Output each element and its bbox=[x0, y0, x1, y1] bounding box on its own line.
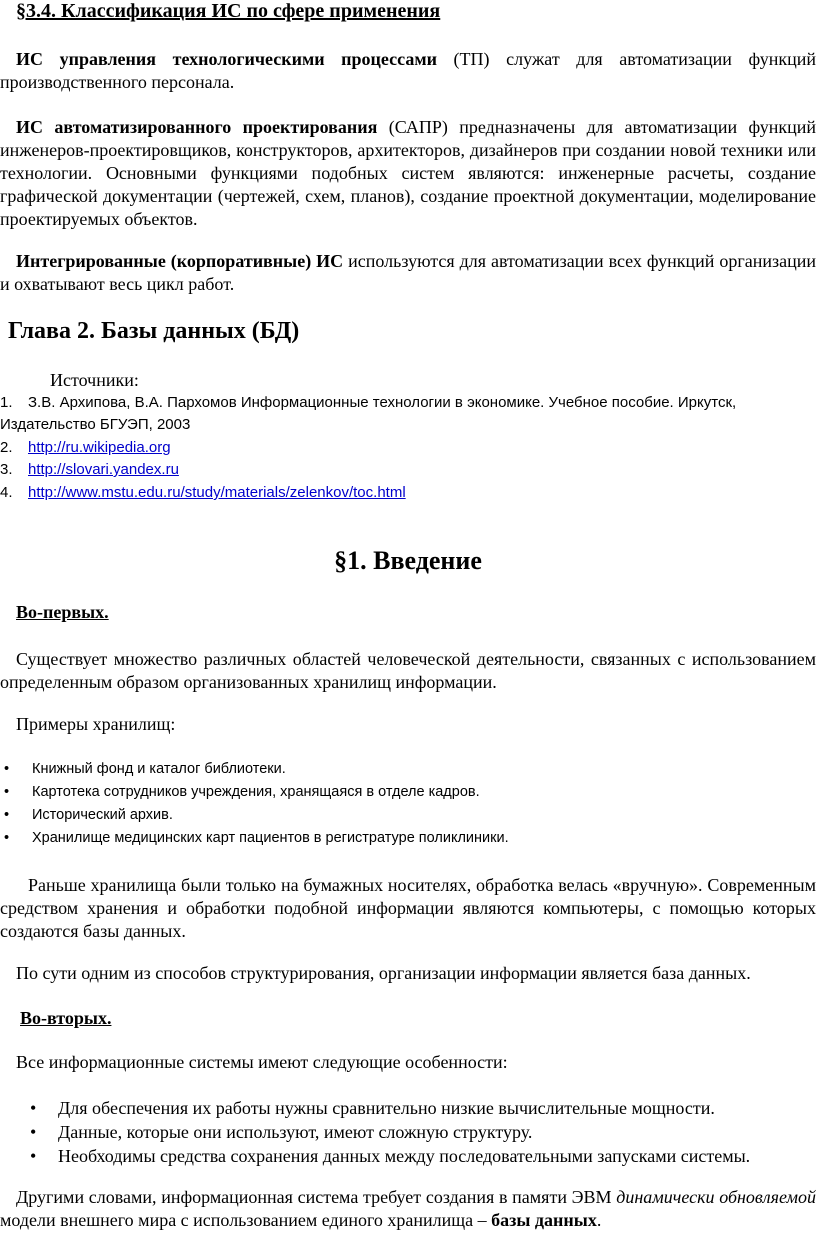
source-item-4 bbox=[0, 482, 406, 504]
source-item-1-cont bbox=[0, 414, 190, 436]
source-number: 3. bbox=[0, 461, 13, 478]
source-text: Издательство БГУЭП, 2003 bbox=[0, 416, 191, 433]
source-number: 4. bbox=[0, 484, 13, 501]
paragraph-integrated bbox=[0, 250, 816, 296]
list-item: • Хранилище медицинских карт пациентов в регистратуре поликлиники. bbox=[0, 827, 509, 850]
list-item: • Исторический архив. bbox=[0, 804, 509, 827]
paragraph-text: (ТП) служат для автоматизации функций производственного персонала. bbox=[0, 49, 816, 92]
term-tp: ИС управления технологическими процессами bbox=[16, 49, 437, 69]
paragraph-storage: Существует множество различных областей человеческой деятельности, связанных с использованием определенным образом организованных хранилищ информации. bbox=[0, 649, 816, 692]
paragraph-db: По сути одним из способов структурирования, организации информации является база данных. bbox=[16, 963, 751, 983]
term-sapr: ИС автоматизированного проектирования bbox=[16, 117, 378, 137]
paragraph-text: Другими словами, информационная система требует создания в памяти ЭВМ bbox=[16, 1187, 617, 1207]
paragraph-text: (САПР) предназначены для автоматизации функций инженеров-проектировщиков, конструкторов, архитекторов, дизайнеров при создании новой техники или технологии. Основными функциями подобных систем являются: инженерные расчеты, создание графической документации (чертежей, схем, планов), создание проектной документации, моделирование проектируемых объектов. bbox=[0, 117, 816, 229]
list-item: • Данные, которые они используют, имеют сложную структуру. bbox=[0, 1120, 750, 1144]
paragraph-text: . bbox=[596, 1210, 602, 1230]
source-item-2 bbox=[0, 437, 171, 459]
emphasis-text: динамически обновляемой bbox=[616, 1187, 816, 1207]
subheading-firstly: Во-первых. bbox=[16, 602, 109, 622]
list-item: • Для обеспечения их работы нужны сравнительно низкие вычислительные мощности. bbox=[0, 1096, 750, 1120]
paragraph-history: Раньше хранилища были только на бумажных носителях, обработка велась «вручную». Современным средством хранения и обработки подобной информации являются компьютеры, с помощью которых создаются базы данных. bbox=[0, 875, 816, 941]
examples-list bbox=[0, 758, 509, 850]
list-item: • Необходимы средства сохранения данных между последовательными запусками системы. bbox=[0, 1144, 750, 1168]
source-number: 2. bbox=[0, 439, 13, 456]
term-integrated: Интегрированные (корпоративные) ИС bbox=[16, 251, 344, 271]
source-link[interactable]: http://slovari.yandex.ru bbox=[28, 461, 179, 478]
source-text: З.В. Архипова, В.А. Пархомов Информационные технологии в экономике. Учебное пособие. Иркутск, bbox=[28, 394, 737, 411]
source-link[interactable]: http://www.mstu.edu.ru/study/materials/zelenkov/toc.html bbox=[28, 484, 406, 501]
source-item-3 bbox=[0, 459, 179, 481]
examples-label: Примеры хранилищ: bbox=[16, 714, 176, 734]
intro-title: §1. Введение bbox=[334, 546, 482, 575]
chapter-title: Глава 2. Базы данных (БД) bbox=[8, 318, 300, 344]
list-item: • Картотека сотрудников учреждения, хранящаяся в отделе кадров. bbox=[0, 781, 509, 804]
paragraph-features-intro: Все информационные системы имеют следующие особенности: bbox=[16, 1052, 508, 1072]
paragraph-conclusion bbox=[0, 1186, 816, 1232]
source-link[interactable]: http://ru.wikipedia.org bbox=[28, 439, 171, 456]
features-list bbox=[0, 1096, 750, 1168]
source-number: 1. bbox=[0, 394, 13, 411]
section-title: §3.4. Классификация ИС по сфере применения bbox=[16, 0, 441, 22]
subheading-secondly: Во-вторых. bbox=[20, 1008, 112, 1028]
paragraph-text: модели внешнего мира с использованием единого хранилища – bbox=[0, 1210, 492, 1230]
paragraph-sapr bbox=[0, 116, 816, 231]
list-item: • Книжный фонд и каталог библиотеки. bbox=[0, 758, 509, 781]
paragraph-text: используются для автоматизации всех функций организации и охватывают весь цикл работ. bbox=[0, 251, 816, 294]
paragraph-tp bbox=[0, 48, 816, 94]
source-item-1 bbox=[0, 392, 736, 414]
term-database: базы данных bbox=[491, 1210, 597, 1230]
sources-label: Источники: bbox=[50, 370, 139, 390]
